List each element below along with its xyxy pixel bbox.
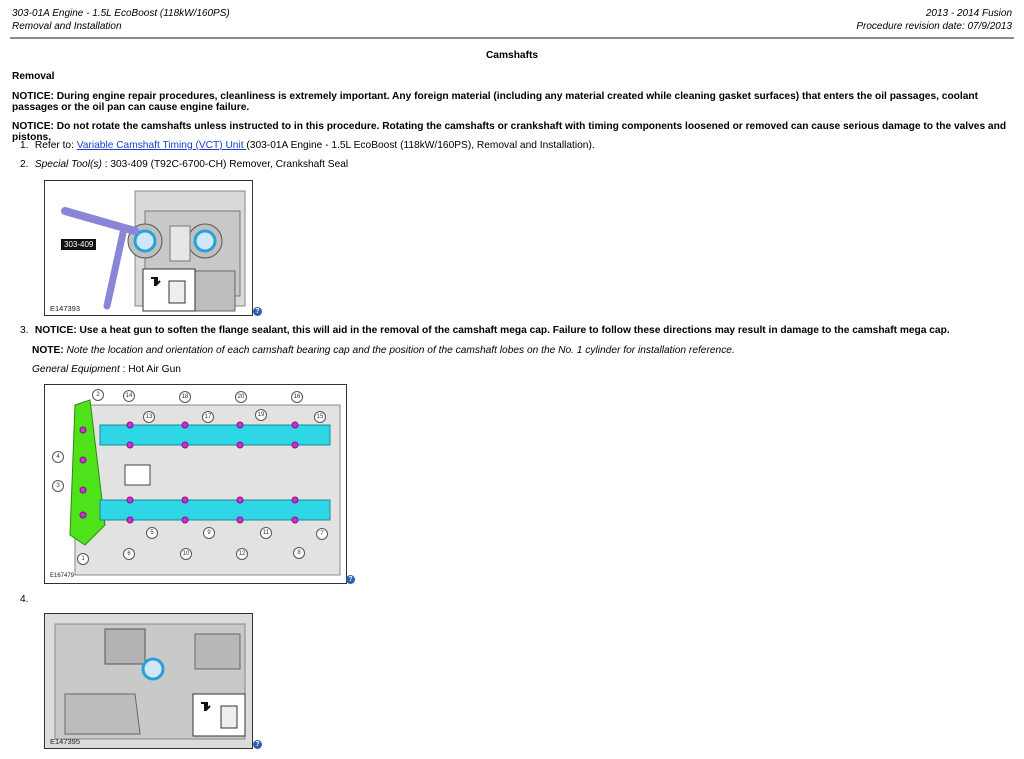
- note-label: NOTE:: [32, 345, 64, 356]
- step-1: [20, 140, 595, 152]
- engine-title: 303-01A Engine - 1.5L EcoBoost (118kW/160PS): [12, 8, 230, 19]
- engine-head-illustration: [45, 614, 252, 748]
- help-icon[interactable]: ?: [346, 575, 355, 584]
- step-text-suffix: (303-01A Engine - 1.5L EcoBoost (118kW/160PS), Removal and Installation).: [246, 140, 595, 151]
- figure-seal-remover: [44, 180, 253, 316]
- header-divider: [10, 37, 1014, 39]
- equipment-text: : Hot Air Gun: [119, 364, 181, 375]
- note-text: Note the location and orientation of each camshaft bearing cap and the position of the camshaft lobes on the No. 1 cylinder for installation reference.: [63, 345, 735, 356]
- callout-number: 11: [260, 527, 272, 539]
- step-number: 4.: [20, 594, 29, 605]
- callout-number: 20: [235, 391, 247, 403]
- special-tools-label: Special Tool(s): [34, 159, 102, 170]
- vct-unit-link[interactable]: Variable Camshaft Timing (VCT) Unit: [76, 140, 247, 151]
- tool-number-label: 303-409: [61, 239, 96, 250]
- step-number: 2.: [20, 159, 29, 170]
- step-4: [20, 594, 32, 606]
- doc-header-right: [856, 7, 1012, 33]
- callout-number: 17: [202, 411, 214, 423]
- callout-number: 13: [143, 411, 155, 423]
- step-number: 3.: [20, 325, 29, 336]
- help-icon[interactable]: ?: [253, 740, 262, 749]
- notice-heat-gun: NOTICE: Use a heat gun to soften the flange sealant, this will aid in the removal of the camshaft mega cap. Failure to follow these directions may result in damage to the camshaft mega cap.: [34, 325, 950, 336]
- callout-number: 3: [52, 480, 64, 492]
- procedure-type: Removal and Installation: [12, 21, 122, 32]
- step-3-note: [32, 345, 735, 357]
- revision-date: Procedure revision date: 07/9/2013: [856, 21, 1012, 32]
- callout-number: 19: [255, 409, 267, 421]
- callout-number: 15: [314, 411, 326, 423]
- callout-number: 9: [203, 527, 215, 539]
- notice-camshaft-rotation: NOTICE: Do not rotate the camshafts unless instructed to in this procedure. Rotating the camshafts or crankshaft with timing components loosened or removed can cause serious damage to the valves and pistons.: [12, 121, 1007, 143]
- section-heading: Removal: [12, 71, 55, 82]
- step-number: 1.: [20, 140, 29, 151]
- callout-number: 7: [316, 528, 328, 540]
- step-text: Refer to:: [34, 140, 77, 151]
- callout-number: 14: [123, 390, 135, 402]
- help-icon[interactable]: ?: [253, 307, 262, 316]
- callout-number: 12: [236, 548, 248, 560]
- callout-number: 10: [180, 548, 192, 560]
- vehicle-years: 2013 - 2014 Fusion: [925, 8, 1012, 19]
- notice-cleanliness: NOTICE: During engine repair procedures, cleanliness is extremely important. Any foreign material (including any material created while cleaning gasket surfaces) that enters the oil passages, coolant passages or the oil pan can cause engine failure.: [12, 91, 979, 113]
- callout-number: 6: [123, 548, 135, 560]
- step-2: [20, 159, 348, 171]
- callout-number: 4: [52, 451, 64, 463]
- equipment-label: General Equipment: [32, 364, 120, 375]
- callout-number: 2: [92, 389, 104, 401]
- special-tools-text: : 303-409 (T92C-6700-CH) Remover, Crankshaft Seal: [101, 159, 349, 170]
- callout-number: 5: [146, 527, 158, 539]
- figure-camshaft-caps: [44, 384, 347, 584]
- figure-camshaft-seal: [44, 613, 253, 749]
- callout-number: 1: [77, 553, 89, 565]
- callout-number: 18: [179, 391, 191, 403]
- step-3: [20, 325, 1010, 337]
- callout-number: 8: [293, 547, 305, 559]
- figure-id: E147393: [50, 304, 81, 313]
- callout-number: 16: [291, 391, 303, 403]
- step-3-equipment: [32, 364, 181, 376]
- doc-header-left: [12, 7, 230, 33]
- figure-id: E147395: [50, 737, 81, 746]
- figure-id: E167479: [50, 573, 75, 579]
- page-title: Camshafts: [485, 50, 539, 61]
